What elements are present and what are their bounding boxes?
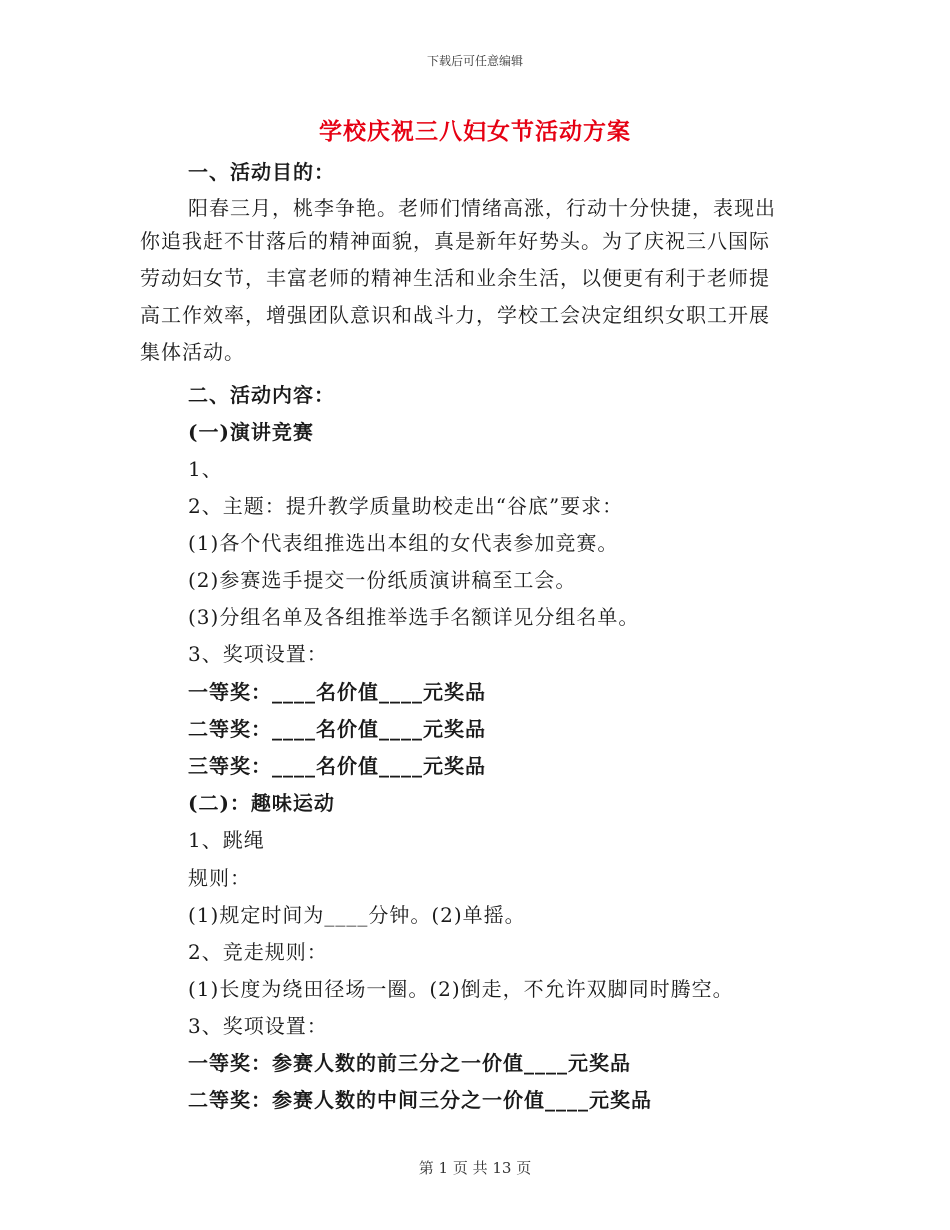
prize-line: 三等奖：____名价值____元奖品 (188, 754, 486, 778)
prize-line: 二等奖：____名价值____元奖品 (188, 717, 486, 741)
paragraph-line: 劳动妇女节，丰富老师的精神生活和业余生活，以便更有利于老师提 (140, 266, 770, 290)
list-item: (2)参赛选手提交一份纸质演讲稿至工会。 (188, 568, 577, 592)
page-header-note: 下载后可任意编辑 (426, 54, 523, 68)
document-title: 学校庆祝三八妇女节活动方案 (319, 118, 631, 145)
list-item: 3、奖项设置： (188, 1014, 328, 1038)
section-heading-purpose: 一、活动目的： (188, 160, 335, 184)
list-item: 2、竞走规则： (188, 940, 328, 964)
section-heading-content: 二、活动内容： (188, 383, 335, 407)
list-item: 1、跳绳 (188, 828, 265, 852)
list-item: 1、 (188, 457, 223, 481)
list-item: 3、奖项设置： (188, 642, 328, 666)
paragraph-line: 高工作效率，增强团队意识和战斗力，学校工会决定组织女职工开展 (140, 303, 770, 327)
prize-line: 二等奖：参赛人数的中间三分之一价值____元奖品 (188, 1088, 652, 1112)
paragraph-line: 阳春三月，桃李争艳。老师们情绪高涨，行动十分快捷，表现出 (188, 196, 776, 220)
list-item: (1)长度为绕田径场一圈。(2)倒走，不允许双脚同时腾空。 (188, 977, 734, 1001)
list-item: 规则： (188, 866, 251, 890)
prize-line: 一等奖：____名价值____元奖品 (188, 680, 486, 704)
subsection-heading-speech: (一)演讲竞赛 (188, 420, 314, 444)
prize-line: 一等奖：参赛人数的前三分之一价值____元奖品 (188, 1051, 631, 1075)
paragraph-line: 你追我赶不甘落后的精神面貌，真是新年好势头。为了庆祝三八国际 (140, 229, 770, 253)
subsection-heading-fun-sports: (二)：趣味运动 (188, 791, 335, 815)
list-item: (1)各个代表组推选出本组的女代表参加竞赛。 (188, 531, 619, 555)
page-footer-number: 第 1 页 共 13 页 (418, 1159, 532, 1177)
list-item: (3)分组名单及各组推举选手名额详见分组名单。 (188, 605, 640, 629)
list-item: (1)规定时间为____分钟。(2)单摇。 (188, 903, 526, 927)
paragraph-line: 集体活动。 (140, 340, 245, 364)
list-item: 2、主题：提升教学质量助校走出“谷底”要求： (188, 494, 624, 518)
